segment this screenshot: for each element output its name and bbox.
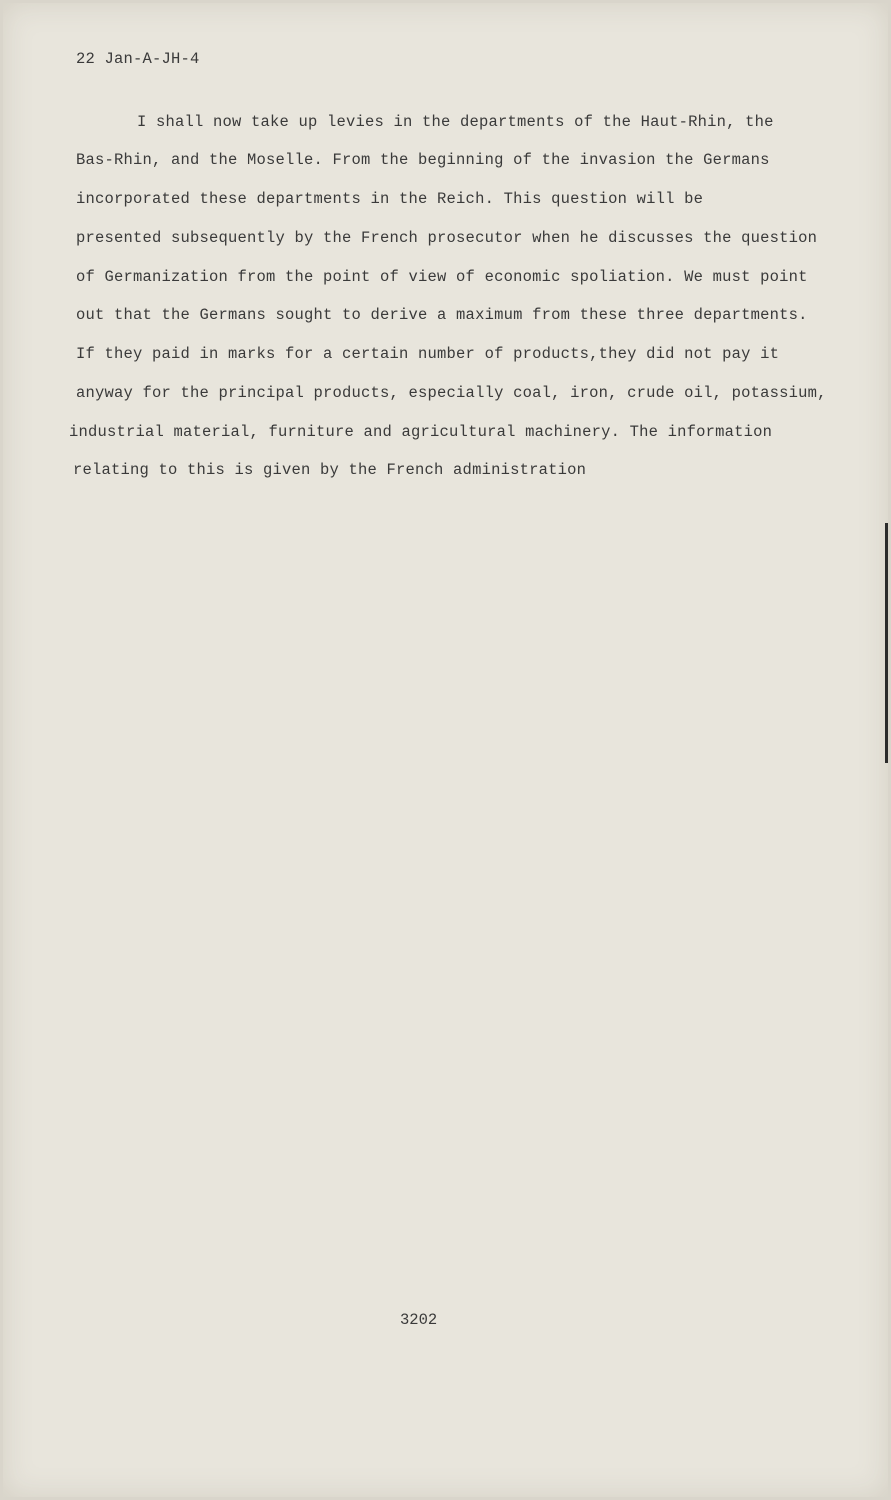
document-page: [3, 3, 888, 1497]
body-line: I shall now take up levies in the departments of the Haut-Rhin, the: [137, 113, 774, 131]
body-line: industrial material, furniture and agricultural machinery. The information: [69, 423, 773, 441]
body-line: Bas-Rhin, and the Moselle. From the beginning of the invasion the Germans: [76, 151, 770, 169]
body-line: of Germanization from the point of view of economic spoliation. We must point: [76, 268, 808, 286]
document-reference: 22 Jan-A-JH-4: [76, 50, 200, 68]
document-body: [3, 3, 888, 1497]
body-line: If they paid in marks for a certain number of products,they did not pay it: [76, 345, 780, 363]
page-number: 3202: [400, 1311, 438, 1329]
body-line: relating to this is given by the French administration: [73, 461, 587, 479]
body-line: out that the Germans sought to derive a maximum from these three departments.: [76, 306, 808, 324]
body-line: presented subsequently by the French prosecutor when he discusses the question: [76, 229, 818, 247]
body-line: anyway for the principal products, especially coal, iron, crude oil, potassium,: [76, 384, 827, 402]
body-line: incorporated these departments in the Reich. This question will be: [76, 190, 704, 208]
